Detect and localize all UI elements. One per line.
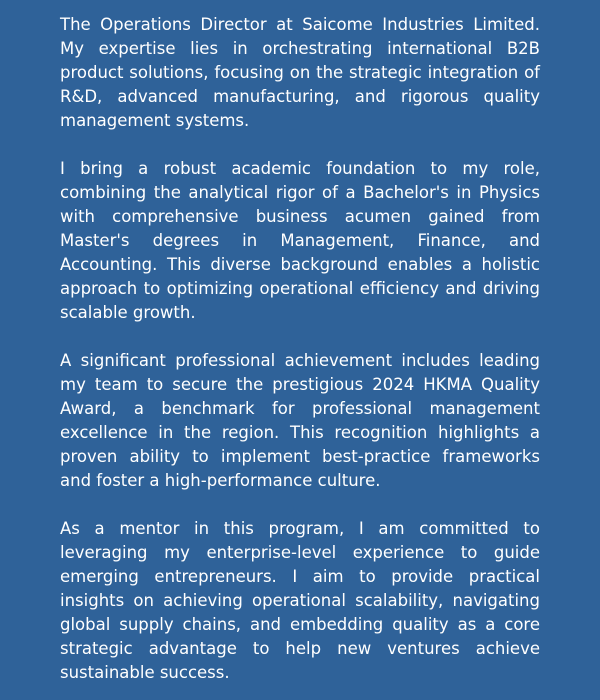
bio-paragraph-mentorship: As a mentor in this program, I am committed to leveraging my enterprise-level experience to guide emerging entrepreneurs. I aim to provide practical insights on achieving operational scalability, navigating global supply chains, and embedding quality as a core strategic advantage to help new ventures achieve sustainable success. — [60, 519, 540, 682]
bio-paragraph-intro: The Operations Director at Saicome Industries Limited. My expertise lies in orchestrating international B2B product solutions, focusing on the strategic integration of R&D, advanced manufacturing, and rigorous quality management systems. — [60, 15, 540, 130]
bio-paragraph-achievement: A significant professional achievement includes leading my team to secure the prestigious 2024 HKMA Quality Award, a benchmark for professional management excellence in the region. This recognition highlights a proven ability to implement best-practice frameworks and foster a high-performance culture. — [60, 351, 540, 490]
bio-paragraph-education: I bring a robust academic foundation to my role, combining the analytical rigor of a Bachelor's in Physics with comprehensive business acumen gained from Master's degrees in Management, Finance, and Accounting. This diverse background enables a holistic approach to optimizing operational efficiency and driving scalable growth. — [60, 159, 540, 322]
